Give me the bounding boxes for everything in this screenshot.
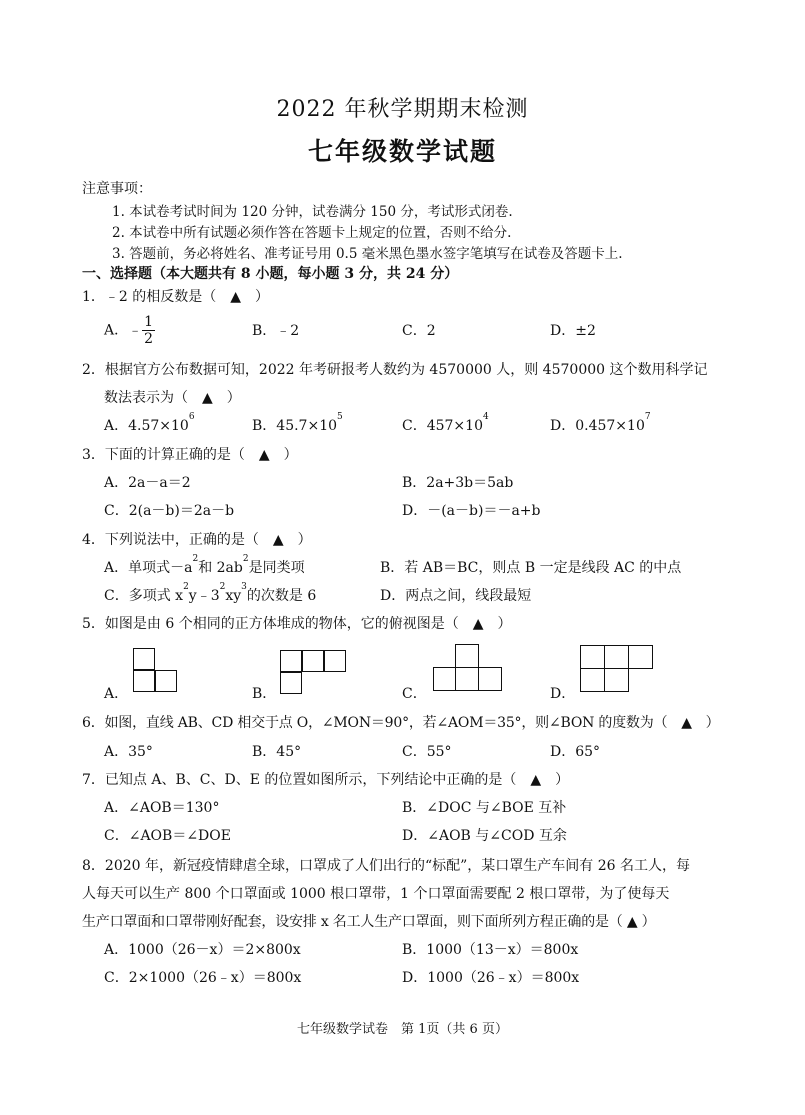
q5-stem: 5．如图是由 6 个相同的正方体堆成的物体，它的俯视图是（ ▲ ） <box>82 616 512 632</box>
q5-c-square <box>478 667 502 691</box>
q5-c-square <box>433 667 457 691</box>
q3-option-a: A．2a－a＝2 <box>104 475 191 491</box>
q8-option-a: A．1000（26－x）＝2×800x <box>104 942 301 958</box>
q2-option-c-exp: 4 <box>482 412 489 422</box>
q5-d-square <box>604 668 629 692</box>
q1-option-a-label: A．﹣ <box>104 322 143 339</box>
q2-stem-line1: 2．根据官方公布数据可知，2022 年考研报考人数约为 4570000 人，则 4570000 这个数用科学记 <box>82 362 708 378</box>
q5-a-square <box>133 648 155 670</box>
q4-option-a-mid: 和 2ab <box>198 560 243 576</box>
q1-option-a <box>104 314 155 347</box>
note-item-2: 2. 本试卷中所有试题必须作答在答题卡上规定的位置，否则不给分. <box>112 225 512 241</box>
q5-figure-a <box>133 648 179 694</box>
q2-option-a-exp: 6 <box>188 412 195 422</box>
page-footer: 七年级数学试卷 第 1页（共 6 页） <box>297 1022 508 1037</box>
q7-option-b: B．∠DOC 与∠BOE 互补 <box>402 800 567 816</box>
q1-option-b: B．﹣2 <box>252 323 300 339</box>
q4-option-c-exp1: 2 <box>183 582 189 592</box>
q2-option-d-base: D．0.457×10 <box>550 418 645 434</box>
q2-option-b-base: B．45.7×10 <box>252 418 338 434</box>
exam-title: 2022 年秋学期期末检测 <box>276 97 529 122</box>
q5-b-square <box>324 650 346 672</box>
q5-c-square <box>455 644 479 668</box>
q5-d-square <box>580 668 605 692</box>
q8-stem-line2: 人每天可以生产 800 个口罩面或 1000 根口罩带，1 个口罩面需要配 2 根口罩带，为了使每天 <box>82 886 670 902</box>
q5-a-square <box>133 670 155 692</box>
q6-stem: 6．如图，直线 AB、CD 相交于点 O，∠MON＝90°，若∠AOM＝35°，则∠BON 的度数为（ ▲ ） <box>82 715 720 731</box>
q1-option-c: C．2 <box>402 323 436 339</box>
q5-d-square <box>604 645 629 669</box>
q4-option-c-pre: C．多项式 x <box>104 588 184 604</box>
q5-d-square <box>628 645 653 669</box>
q5-b-square <box>280 672 302 694</box>
note-item-1: 1. 本试卷考试时间为 120 分钟，试卷满分 150 分，考试形式闭卷. <box>112 204 513 220</box>
q7-option-c: C．∠AOB＝∠DOE <box>104 828 231 844</box>
q2-option-c-base: C．457×10 <box>402 418 483 434</box>
q6-option-b: B．45° <box>252 744 302 760</box>
q2-option-c <box>402 412 489 435</box>
q1-fraction-numerator: 1 <box>144 314 154 330</box>
q7-stem: 7．已知点 A、B、C、D、E 的位置如图所示，下列结论中正确的是（ ▲ ） <box>82 772 570 788</box>
section-1-title: 一、选择题（本大题共有 8 小题，每小题 3 分，共 24 分） <box>82 266 459 282</box>
q4-option-c <box>104 582 317 605</box>
q5-figure-c <box>433 644 501 692</box>
q5-option-d: D． <box>550 686 576 702</box>
q4-option-a <box>104 554 305 577</box>
q8-stem-line3: 生产口罩面和口罩带刚好配套，设安排 x 名工人生产口罩面，则下面所列方程正确的是（ ▲ ） <box>82 914 656 930</box>
q6-option-a: A．35° <box>104 744 153 760</box>
q4-option-c-exp2: 2 <box>219 582 226 592</box>
q1-fraction-denominator: 2 <box>144 331 154 347</box>
q3-option-d: D．－(a－b)＝－a+b <box>402 503 541 519</box>
exam-subtitle: 七年级数学试题 <box>307 137 497 166</box>
q7-option-d: D．∠AOB 与∠COD 互余 <box>402 828 567 844</box>
q1-option-d: D．±2 <box>550 323 596 339</box>
q5-option-a: A． <box>104 686 129 702</box>
q4-option-c-mid1: y﹣3 <box>188 588 220 604</box>
q8-option-b: B．1000（13－x）＝800x <box>402 942 579 958</box>
q8-stem-line1: 8．2020 年，新冠疫情肆虐全球，口罩成了人们出行的“标配”，某口罩生产车间有 26 名工人，每 <box>82 858 691 874</box>
q6-option-d: D．65° <box>550 744 601 760</box>
q5-option-c: C． <box>402 686 427 702</box>
q5-a-square <box>155 670 177 692</box>
q1-fraction <box>142 314 155 347</box>
q8-option-d: D．1000（26﹣x）＝800x <box>402 970 580 986</box>
q4-option-b: B．若 AB＝BC，则点 B 一定是线段 AC 的中点 <box>380 560 682 576</box>
q6-option-c: C．55° <box>402 744 452 760</box>
q4-stem: 4．下列说法中，正确的是（ ▲ ） <box>82 532 312 548</box>
q4-option-c-exp3: 3 <box>241 582 247 592</box>
q5-figure-b <box>280 650 348 696</box>
q5-b-square <box>302 650 324 672</box>
q4-option-a-exp2: 2 <box>242 554 249 564</box>
q4-option-d: D．两点之间，线段最短 <box>380 588 532 604</box>
q2-option-a <box>104 412 195 435</box>
q5-option-b: B． <box>252 686 277 702</box>
q5-b-square <box>280 650 302 672</box>
notes-heading: 注意事项： <box>82 181 152 197</box>
q2-option-b <box>252 412 343 435</box>
q5-figure-d <box>580 645 654 693</box>
q3-option-c: C．2(a－b)＝2a－b <box>104 503 235 519</box>
q3-option-b: B．2a+3b＝5ab <box>402 475 514 491</box>
q2-option-a-base: A．4.57×10 <box>104 418 189 434</box>
note-item-3: 3. 答题前，务必将姓名、准考证号用 0.5 毫米黑色墨水签字笔填写在试卷及答题卡上. <box>112 246 623 262</box>
q7-option-a: A．∠AOB＝130° <box>104 800 220 816</box>
q4-option-c-mid2: xy <box>225 588 242 604</box>
q2-option-b-exp: 5 <box>337 412 343 422</box>
q5-c-square <box>455 667 479 691</box>
q4-option-a-exp1: 2 <box>192 554 199 564</box>
q4-option-a-post: 是同类项 <box>248 560 305 576</box>
q5-d-square <box>580 645 605 669</box>
q2-stem-line2: 数法表示为（ ▲ ） <box>104 390 241 406</box>
q1-stem: 1．﹣2 的相反数是（ ▲ ） <box>82 289 270 305</box>
q8-option-c: C．2×1000（26﹣x）＝800x <box>104 970 302 986</box>
q3-stem: 3．下面的计算正确的是（ ▲ ） <box>82 447 298 463</box>
q2-option-d <box>550 412 651 435</box>
q4-option-c-post: 的次数是 6 <box>246 588 317 604</box>
q2-option-d-exp: 7 <box>644 412 651 422</box>
q4-option-a-pre: A．单项式－a <box>104 560 193 576</box>
